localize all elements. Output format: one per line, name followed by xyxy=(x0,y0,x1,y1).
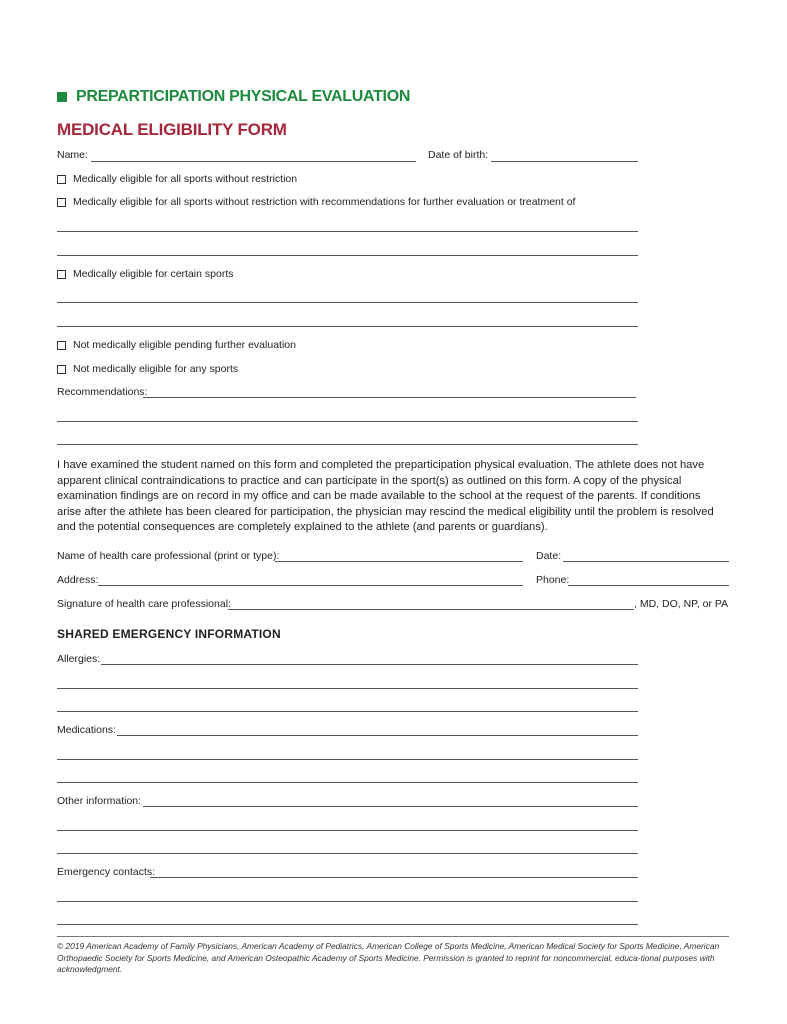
emergency-section-title: SHARED EMERGENCY INFORMATION xyxy=(57,627,281,641)
footer-divider xyxy=(57,936,729,937)
option-not-eligible-pending[interactable] xyxy=(57,339,296,351)
professional-name-label: Name of health care professional (print or type): xyxy=(57,550,280,562)
signature-field[interactable] xyxy=(228,609,634,610)
address-field[interactable] xyxy=(98,585,523,586)
recommendations-line-2[interactable] xyxy=(57,421,638,422)
green-square-icon xyxy=(57,92,67,102)
option-label: Not medically eligible pending further evaluation xyxy=(73,339,296,351)
medications-line-2[interactable] xyxy=(57,759,638,760)
recommendations-line-1[interactable] xyxy=(143,397,636,398)
option-all-sports[interactable] xyxy=(57,173,297,185)
emergency-contacts-line-1[interactable] xyxy=(150,877,638,878)
date-field[interactable] xyxy=(563,561,729,562)
certain-sports-line-1[interactable] xyxy=(57,302,638,303)
other-information-line-2[interactable] xyxy=(57,830,638,831)
allergies-line-1[interactable] xyxy=(101,664,638,665)
other-information-line-3[interactable] xyxy=(57,853,638,854)
credentials-suffix: , MD, DO, NP, or PA xyxy=(634,598,729,610)
option-label: Medically eligible for certain sports xyxy=(73,268,234,280)
form-title: MEDICAL ELIGIBILITY FORM xyxy=(57,120,287,139)
emergency-contacts-line-3[interactable] xyxy=(57,924,638,925)
option-all-sports-with-recommendations[interactable] xyxy=(57,196,575,208)
option-label: Not medically eligible for any sports xyxy=(73,363,239,375)
name-label: Name: xyxy=(57,149,88,161)
other-information-label: Other information: xyxy=(57,795,142,807)
allergies-line-2[interactable] xyxy=(57,688,638,689)
signature-label: Signature of health care professional: xyxy=(57,598,231,610)
treatment-line-2[interactable] xyxy=(57,255,638,256)
phone-label: Phone: xyxy=(536,574,570,586)
professional-name-field[interactable] xyxy=(275,561,523,562)
allergies-line-3[interactable] xyxy=(57,711,638,712)
allergies-label: Allergies: xyxy=(57,653,101,665)
checkbox[interactable] xyxy=(57,175,66,184)
dob-field[interactable] xyxy=(491,161,638,162)
emergency-contacts-line-2[interactable] xyxy=(57,901,638,902)
physician-statement: I have examined the student named on this form and completed the preparticipation physical evaluation. The athlete does not have apparent clinical contraindications to practice and can participate in the sport(s) as outlined on this form. A copy of the physical examination findings are on record in my office and can be made available to the school at the request of the parents. If conditions arise after the athlete has been cleared for participation, the physician may rescind the medical eligibility until the problem is resolved and the potential consequences are completely explained to the athlete (and parents or guardians). xyxy=(57,459,714,534)
certain-sports-line-2[interactable] xyxy=(57,326,638,327)
option-certain-sports[interactable] xyxy=(57,268,233,280)
recommendations-line-3[interactable] xyxy=(57,444,638,445)
option-label: Medically eligible for all sports without restriction with recommendations for further evaluation or treatment of xyxy=(73,196,576,208)
dob-label: Date of birth: xyxy=(428,149,489,161)
other-information-line-1[interactable] xyxy=(143,806,638,807)
copyright-footer: © 2019 American Academy of Family Physicians, American Academy of Pediatrics, American College of Sports Medicine, American Medical Society for Sports Medicine, American Orthopaedic Society for Sports Medicine, and American Osteopathic Academy of Sports Medicine. Permission is granted to reprint for noncommercial, educa-tional purposes with acknowledgment. xyxy=(57,941,720,975)
checkbox[interactable] xyxy=(57,198,66,207)
section-title-text: PREPARTICIPATION PHYSICAL EVALUATION xyxy=(76,88,411,105)
name-field[interactable] xyxy=(91,161,416,162)
checkbox[interactable] xyxy=(57,341,66,350)
option-label: Medically eligible for all sports without restriction xyxy=(73,173,298,185)
emergency-contacts-label: Emergency contacts: xyxy=(57,866,156,878)
section-title xyxy=(57,88,410,106)
date-label: Date: xyxy=(536,550,562,562)
option-not-eligible-any[interactable] xyxy=(57,363,238,375)
checkbox[interactable] xyxy=(57,365,66,374)
treatment-line-1[interactable] xyxy=(57,231,638,232)
medications-label: Medications: xyxy=(57,724,116,736)
medications-line-3[interactable] xyxy=(57,782,638,783)
recommendations-label: Recommendations: xyxy=(57,386,148,398)
checkbox[interactable] xyxy=(57,270,66,279)
medications-line-1[interactable] xyxy=(117,735,638,736)
address-label: Address: xyxy=(57,574,99,586)
phone-field[interactable] xyxy=(568,585,729,586)
